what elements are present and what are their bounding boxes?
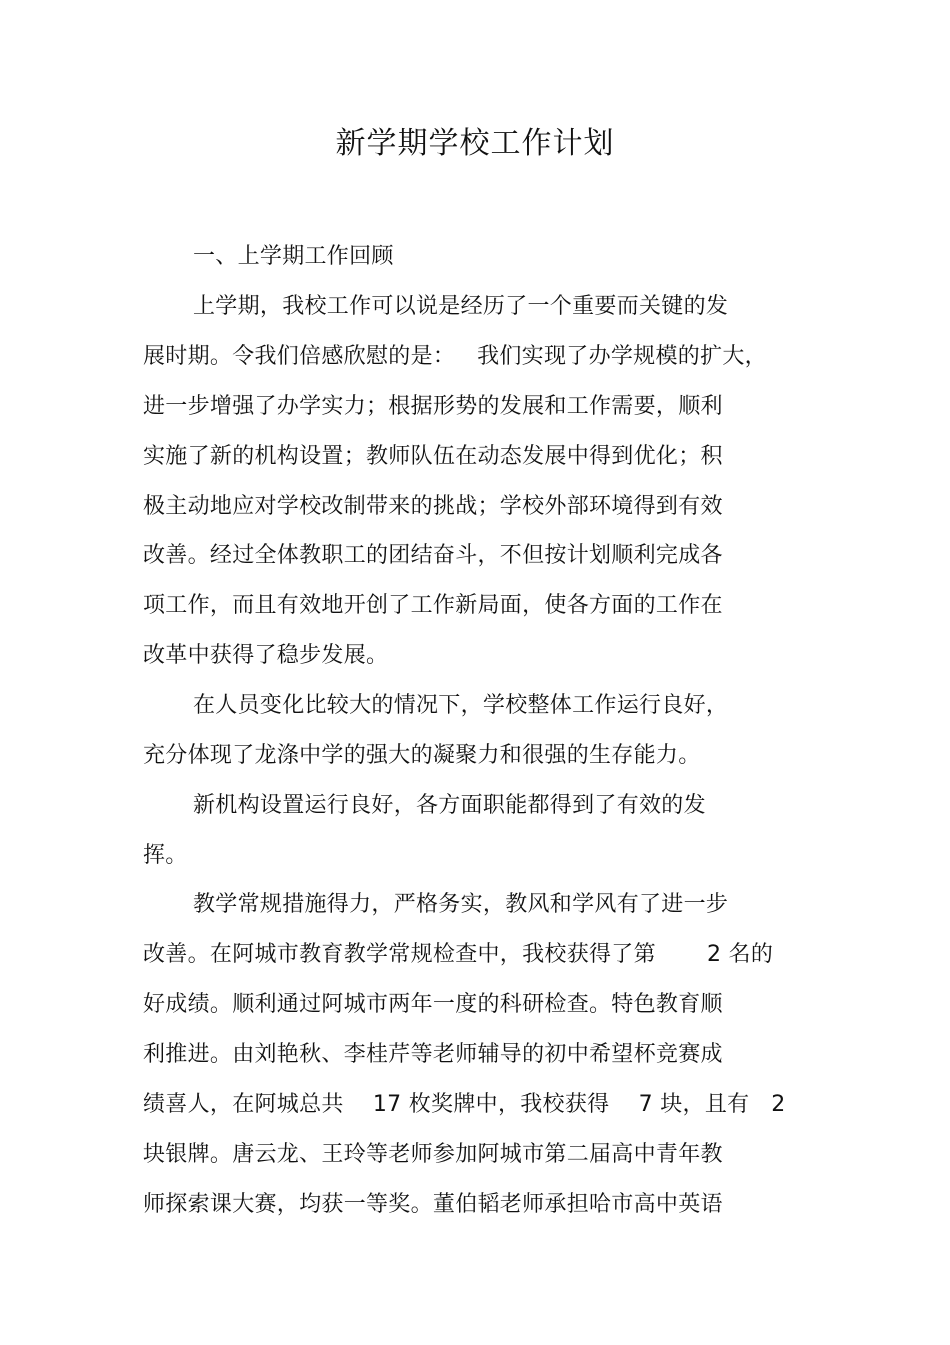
paragraph-line: 教学常规措施得力，严格务实，教风和学风有了进一步 (193, 892, 729, 917)
paragraph-line: 绩喜人，在阿城总共 17 枚奖牌中，我校获得 7 块，且有 2 (143, 1092, 786, 1117)
paragraph-line: 好成绩。顺利通过阿城市两年一度的科研检查。特色教育顺 (143, 992, 723, 1017)
section-heading: 一、上学期工作回顾 (193, 244, 394, 269)
paragraph-line: 块银牌。唐云龙、王玲等老师参加阿城市第二届高中青年教 (143, 1142, 723, 1167)
paragraph-line: 新机构设置运行良好，各方面职能都得到了有效的发 (193, 793, 706, 818)
paragraph-line: 项工作，而且有效地开创了工作新局面，使各方面的工作在 (143, 593, 723, 618)
paragraph-line: 挥。 (143, 843, 188, 868)
paragraph-line: 极主动地应对学校改制带来的挑战；学校外部环境得到有效 (143, 494, 723, 519)
document-title: 新学期学校工作计划 (335, 126, 615, 161)
paragraph-line: 在人员变化比较大的情况下，学校整体工作运行良好， (193, 693, 729, 718)
paragraph-line: 改革中获得了稳步发展。 (143, 643, 389, 668)
paragraph-line: 进一步增强了办学实力；根据形势的发展和工作需要，顺利 (143, 394, 723, 419)
paragraph-line: 改善。在阿城市教育教学常规检查中，我校获得了第 2 名的 (143, 942, 774, 967)
paragraph-line: 实施了新的机构设置；教师队伍在动态发展中得到优化；积 (143, 444, 723, 469)
paragraph-line: 改善。经过全体教职工的团结奋斗，不但按计划顺利完成各 (143, 543, 723, 568)
paragraph-line: 上学期，我校工作可以说是经历了一个重要而关键的发 (193, 294, 729, 319)
paragraph-line: 展时期。令我们倍感欣慰的是： 我们实现了办学规模的扩大， (143, 344, 767, 369)
paragraph-line: 利推进。由刘艳秋、李桂芹等老师辅导的初中希望杯竞赛成 (143, 1042, 723, 1067)
paragraph-line: 充分体现了龙涤中学的强大的凝聚力和很强的生存能力。 (143, 743, 701, 768)
paragraph-line: 师探索课大赛，均获一等奖。董伯韬老师承担哈市高中英语 (143, 1192, 723, 1217)
